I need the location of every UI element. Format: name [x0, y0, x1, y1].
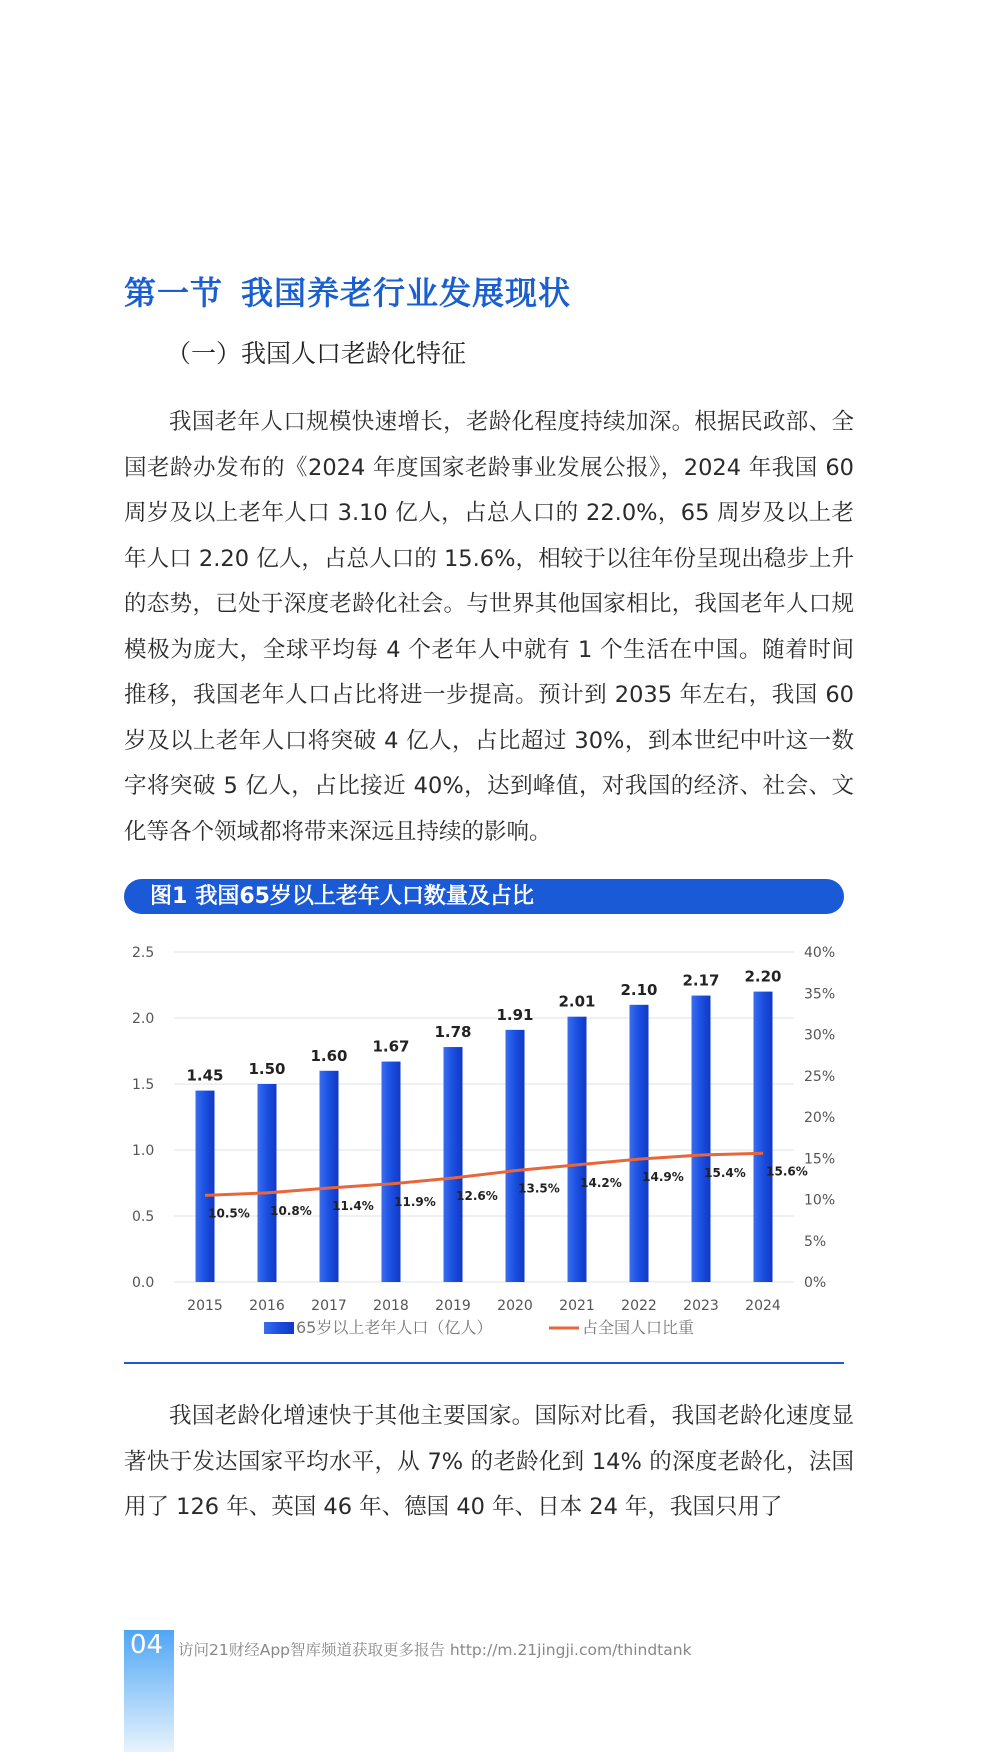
right-axis-tick: 0% — [804, 1275, 827, 1291]
ratio-value-label: 15.6% — [766, 1164, 808, 1179]
right-axis-tick: 20% — [804, 1110, 836, 1126]
left-axis-tick: 2.5 — [132, 945, 155, 961]
bar — [444, 1047, 463, 1282]
bar — [506, 1030, 525, 1282]
population-chart — [124, 930, 864, 1360]
footer-link-text[interactable]: 访问21财经App智库频道获取更多报告 http://m.21jingji.com/thindtank — [178, 1641, 692, 1659]
section-number: 第一节 — [124, 274, 224, 312]
left-axis-tick: 1.5 — [132, 1077, 155, 1093]
bar-value-label: 1.67 — [372, 1037, 410, 1056]
legend-line-label: 占全国人口比重 — [582, 1318, 695, 1337]
ratio-value-label: 14.9% — [642, 1170, 684, 1185]
ratio-value-label: 14.2% — [580, 1175, 622, 1190]
bar — [382, 1062, 401, 1282]
right-axis-tick: 5% — [804, 1233, 827, 1250]
x-axis-tick: 2016 — [249, 1298, 285, 1314]
x-axis-tick: 2018 — [373, 1298, 409, 1314]
right-axis-tick: 35% — [804, 986, 836, 1003]
bar-value-label: 1.45 — [186, 1066, 224, 1085]
right-axis-tick: 30% — [804, 1027, 836, 1044]
bar — [754, 992, 773, 1282]
left-axis-tick: 0.0 — [132, 1275, 155, 1291]
x-axis-tick: 2019 — [435, 1298, 471, 1314]
bar-value-label: 2.10 — [620, 980, 658, 999]
right-axis-tick: 15% — [804, 1151, 836, 1168]
bar — [258, 1084, 277, 1282]
bar — [568, 1017, 587, 1282]
body-paragraph-2: 我国老龄化增速快于其他主要国家。国际对比看，我国老龄化速度显著快于发达国家平均水平，从 7% 的老龄化到 14% 的深度老龄化，法国用了 126 年、英国 46 年、德国 40 年、日本 24 年，我国只用了 — [124, 1403, 854, 1520]
ratio-value-label: 10.5% — [208, 1206, 250, 1221]
right-axis-tick: 25% — [804, 1068, 836, 1085]
ratio-value-label: 11.9% — [394, 1194, 436, 1209]
right-axis-tick: 40% — [804, 945, 836, 961]
section-heading: 我国养老行业发展现状 — [241, 274, 572, 312]
bar-value-label: 1.91 — [496, 1005, 534, 1024]
section-title — [124, 268, 571, 314]
ratio-value-label: 13.5% — [518, 1181, 560, 1196]
x-axis-tick: 2024 — [745, 1298, 781, 1314]
x-axis-tick: 2020 — [497, 1298, 533, 1314]
ratio-value-label: 15.4% — [704, 1165, 746, 1180]
body-paragraph-1: 我国老年人口规模快速增长，老龄化程度持续加深。根据民政部、全国老龄办发布的《2024 年度国家老龄事业发展公报》，2024 年我国 60 周岁及以上老年人口 3.10 亿人，占总人口的 22.0%，65 周岁及以上老年人口 2.20 亿人，占总人口的 15.6%，相较于以往年份呈现出稳步上升的态势，已处于深度老龄化社会。与世界其他国家相比，我国老年人口规模极为庞大，全球平均每 4 个老年人中就有 1 个生活在中国。随着时间推移，我国老年人口占比将进一步提高。预计到 2035 年左右，我国 60 岁及以上老年人口将突破 4 亿人，占比超过 30%，到本世纪中叶这一数字将突破 5 亿人，占比接近 40%，达到峰值，对我国的经济、社会、文化等各个领域都将带来深远且持续的影响。 — [124, 409, 854, 845]
figure-number: 图1 — [150, 884, 188, 909]
x-axis-tick: 2021 — [559, 1298, 595, 1314]
left-axis-tick: 2.0 — [132, 1011, 155, 1027]
bar-value-label: 2.20 — [744, 967, 782, 986]
left-axis-tick: 0.5 — [132, 1209, 155, 1225]
page-number: 04 — [130, 1630, 164, 1660]
figure-title: 我国65岁以上老年人口数量及占比 — [195, 884, 534, 909]
x-axis-tick: 2023 — [683, 1298, 719, 1314]
bar — [196, 1091, 215, 1282]
figure-title-banner — [124, 879, 844, 914]
bar — [692, 996, 711, 1282]
bar-value-label: 2.17 — [682, 971, 720, 990]
bar-value-label: 2.01 — [558, 992, 596, 1011]
left-axis-tick: 1.0 — [132, 1143, 155, 1159]
legend-bar-label: 65岁以上老年人口（亿人） — [296, 1318, 493, 1337]
ratio-value-label: 12.6% — [456, 1189, 498, 1204]
figure-bottom-rule — [124, 1362, 844, 1364]
bar — [320, 1071, 339, 1282]
x-axis-tick: 2022 — [621, 1298, 657, 1314]
right-axis-tick: 10% — [804, 1192, 836, 1209]
ratio-value-label: 11.4% — [332, 1198, 374, 1213]
bar-value-label: 1.50 — [248, 1060, 286, 1078]
ratio-value-label: 10.8% — [270, 1203, 312, 1218]
x-axis-tick: 2017 — [311, 1298, 347, 1314]
bar-value-label: 1.60 — [310, 1046, 348, 1065]
subsection-title: （一）我国人口老龄化特征 — [166, 339, 467, 368]
bar — [630, 1005, 649, 1282]
legend-bar-swatch — [264, 1322, 294, 1334]
x-axis-tick: 2015 — [187, 1298, 223, 1314]
bar-value-label: 1.78 — [434, 1023, 472, 1042]
